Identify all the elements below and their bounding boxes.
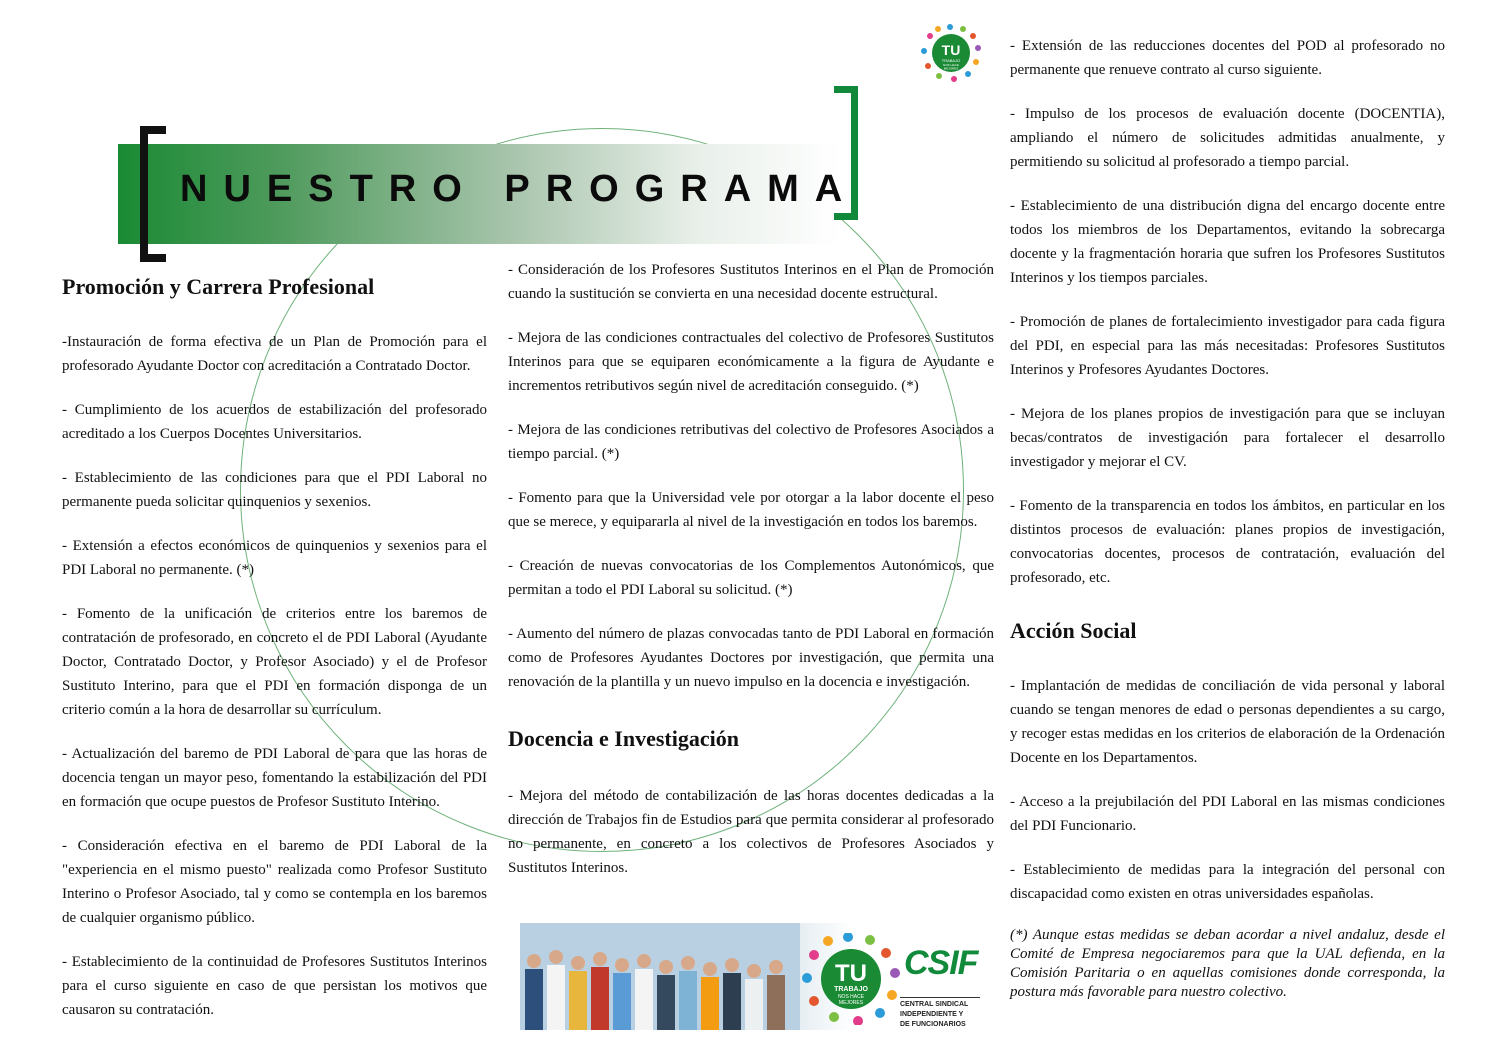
- tu-tagline-3: MEJORES: [943, 66, 959, 71]
- list-item: - Mejora del método de contabilización de las horas docentes dedicadas a la dirección de Trabajos fin de Estudios para que permita considerar al profesorado no permanente, en concreto a los colectivos de Profesores Asociados y Sustitutos Interinos.: [508, 788, 994, 876]
- list-item: - Fomento de la unificación de criterios entre los baremos de contratación de profesorado, en concreto el de PDI Laboral (Ayudante Doctor, Contratado Doctor, y Profesor Asociado) y el de Profesor Sustituto Interino, para que el PDI en formación disponga de un criterio común a la hora de desarrollar su currículum.: [62, 606, 487, 718]
- list-item: - Consideración efectiva en el baremo de PDI Laboral de la "experiencia en el mismo puesto" realizada como Profesor Sustituto Interino o Profesor Asociado, tal y como se contempla en los baremos de cualquier organismo público.: [62, 838, 487, 926]
- page-title: NUESTRO PROGRAMA: [180, 168, 859, 210]
- workers-photo-banner: [520, 923, 982, 1030]
- section-heading-accion-social: Acción Social: [1010, 618, 1137, 643]
- list-item: - Mejora de los planes propios de investigación para que se incluyan becas/contratos de investigación para fortalecer el desarrollo investigador y mejorar el CV.: [1010, 406, 1445, 470]
- list-item: - Fomento para que la Universidad vele por otorgar a la labor docente el peso que se merece, y equipararla al nivel de la investigación en todos los baremos.: [508, 490, 994, 530]
- list-item: - Aumento del número de plazas convocadas tanto de PDI Laboral en formación como de Profesores Ayudantes Doctores por investigación, que permita una renovación de la plantilla y un nuevo impulso en la docencia e investigación.: [508, 626, 994, 690]
- list-item: - Extensión de las reducciones docentes del POD al profesorado no permanente que renueve contrato al curso siguiente.: [1010, 38, 1445, 78]
- csif-logo: CSIF: [904, 944, 978, 982]
- list-item: - Mejora de las condiciones contractuales del colectivo de Profesores Sustitutos Interinos para que se equiparen económicamente a la figura de Ayudante e incrementos retributivos según nivel de acreditación conseguido. (*): [508, 330, 994, 394]
- tu-mark: TU: [835, 960, 867, 987]
- list-item: - Extensión a efectos económicos de quinquenios y sexenios para el PDI Laboral no permanente. (*): [62, 538, 487, 578]
- list-item: - Impulso de los procesos de evaluación docente (DOCENTIA), ampliando el número de solicitudes admitidas anualmente, y permitiendo su solicitud al profesorado a tiempo parcial.: [1010, 106, 1445, 170]
- list-item: - Acceso a la prejubilación del PDI Laboral en las mismas condiciones del PDI Funcionario.: [1010, 794, 1445, 834]
- column-middle: [508, 258, 994, 900]
- list-item: - Establecimiento de las condiciones para que el PDI Laboral no permanente pueda solicitar quinquenios y sexenios.: [62, 470, 487, 510]
- column-left: [62, 272, 487, 1042]
- tu-tagline-1: TRABAJO: [834, 986, 868, 993]
- list-item: - Fomento de la transparencia en todos los ámbitos, en particular en los distintos procesos de evaluación: planes propios de investigación, convocatorias docentes, procesos de contratación, evaluación del profesorado, etc.: [1010, 498, 1445, 586]
- tu-tagline-2: NOS HACE: [943, 63, 959, 67]
- tu-trabajo-logo: [802, 933, 900, 1025]
- section-heading-promocion: Promoción y Carrera Profesional: [62, 274, 375, 299]
- list-item: - Establecimiento de medidas para la integración del personal con discapacidad como existen en otras universidades españolas.: [1010, 862, 1445, 902]
- tu-tagline-1: TRABAJO: [941, 58, 961, 63]
- list-item: - Mejora de las condiciones retributivas del colectivo de Profesores Asociados a tiempo parcial. (*): [508, 422, 994, 462]
- list-item: -Instauración de forma efectiva de un Plan de Promoción para el profesorado Ayudante Doctor con acreditación a Contratado Doctor.: [62, 334, 487, 374]
- tu-trabajo-logo-small: [920, 24, 982, 82]
- column-right: [1010, 34, 1445, 1022]
- list-item: - Creación de nuevas convocatorias de los Complementos Autonómicos, que permitan a todo el PDI Laboral su solicitud. (*): [508, 558, 994, 598]
- left-bracket: [140, 126, 166, 262]
- csif-tagline-line: DE FUNCIONARIOS: [900, 1021, 966, 1028]
- tu-tagline-3: MEJORES: [838, 1000, 864, 1006]
- csif-tagline: [900, 997, 980, 1030]
- list-item: - Promoción de planes de fortalecimiento investigador para cada figura del PDI, en especial para las más necesitadas: Profesores Sustitutos Interinos y Profesores Ayudantes Doctores.: [1010, 314, 1445, 378]
- tu-mark: TU: [941, 42, 961, 58]
- list-item: - Implantación de medidas de conciliación de vida personal y laboral cuando se tengan menores de edad o personas dependientes a su cargo, y recoger estas medidas en los criterios de elaboración de la Ordenación Docente en los Departamentos.: [1010, 678, 1445, 766]
- workers-group-image: [520, 923, 800, 1030]
- csif-tagline-line: INDEPENDIENTE Y: [900, 1011, 964, 1018]
- footnote: (*) Aunque estas medidas se deban acordar a nivel andaluz, desde el Comité de Empresa negociaremos para que la UAL defienda, en la Comisión Paritaria o en aquellas comisiones donde corresponda, la postura más favorable para nuestro colectivo.: [1010, 927, 1445, 1000]
- list-item: - Establecimiento de la continuidad de Profesores Sustitutos Interinos para el curso siguiente en caso de que persistan los motivos que causaron su contratación.: [62, 954, 487, 1018]
- list-item: - Cumplimiento de los acuerdos de estabilización del profesorado acreditado a los Cuerpos Docentes Universitarios.: [62, 402, 487, 442]
- list-item: - Establecimiento de una distribución digna del encargo docente entre todos los miembros de los Departamentos, evitando la sobrecarga docente y la fragmentación horaria que sufren los Profesores Sustitutos Interinos y los tiempos parciales.: [1010, 198, 1445, 286]
- list-item: - Consideración de los Profesores Sustitutos Interinos en el Plan de Promoción cuando la sustitución se convierta en una necesidad docente estructural.: [508, 262, 994, 302]
- list-item: - Actualización del baremo de PDI Laboral de para que las horas de docencia tengan un mayor peso, fomentando la estabilización del PDI en formación que ocupe puestos de Profesor Sustituto Interino.: [62, 746, 487, 810]
- csif-tagline-line: CENTRAL SINDICAL: [900, 1001, 969, 1008]
- section-heading-docencia: Docencia e Investigación: [508, 726, 739, 751]
- tu-tagline-2: NOS HACE: [837, 994, 865, 1000]
